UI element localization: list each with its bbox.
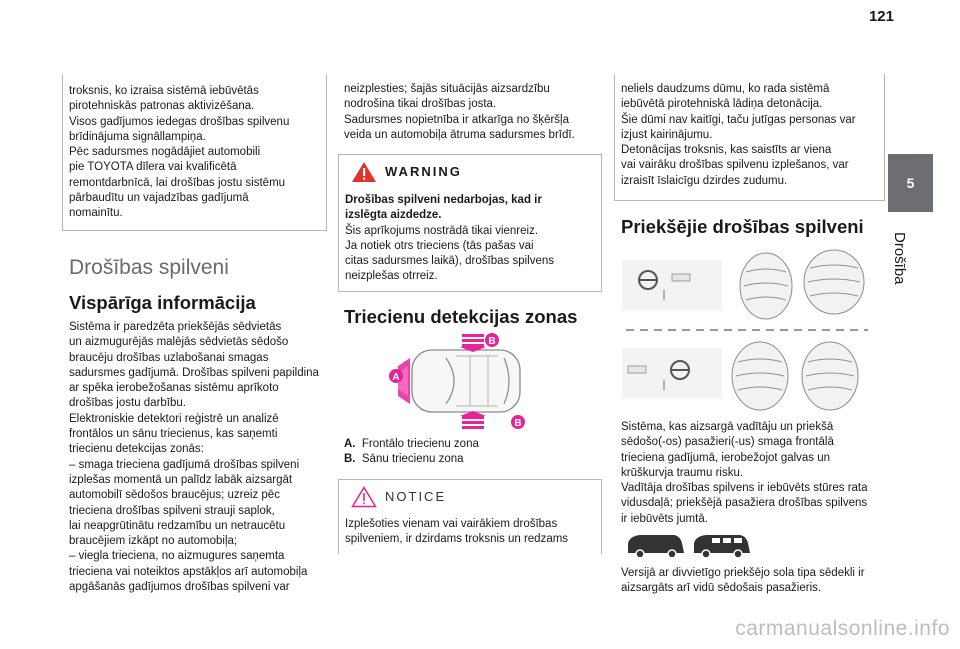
text-line: un aizmugurējās malējās sēdvietās sēdošo <box>69 336 289 349</box>
chapter-tab[interactable]: 5 <box>888 154 933 212</box>
text-line: trieciena vai noteiktos apstākļos arī automobiļa <box>69 565 308 578</box>
warning-text <box>345 193 595 285</box>
text-line: trieciena drošības spilveni strauji saplok, <box>69 504 275 517</box>
text-line: Šie dūmi nav kaitīgi, taču jutīgas personas var <box>621 113 856 126</box>
notice-text <box>345 517 597 548</box>
text-line: Šis aprīkojums nostrādā tikai vienreiz. <box>345 224 539 237</box>
chapter-label <box>878 232 938 312</box>
text-line: Sistēma, kas aizsargā vadītāju un priekšā <box>621 421 834 433</box>
text-line: izslēgta aizdedze. <box>345 209 442 222</box>
text-line: Sistēma ir paredzēta priekšējās sēdvietās <box>69 321 282 333</box>
text-line: vidusdaļā; priekšējā pasažiera drošības spilvens <box>621 497 868 510</box>
text-line: automobilī sēdošos braucējus; uzreiz pēc <box>69 489 280 502</box>
notice-box <box>338 479 602 554</box>
front-airbag-illustration <box>620 244 870 412</box>
intro-text <box>344 82 609 143</box>
text-line: lai neapgrūtinātu redzamību un netraucētu <box>69 519 286 532</box>
zone-b-bottom-label: B <box>514 418 522 429</box>
text-line: triecienu detekcijas zonās: <box>69 443 204 456</box>
text-line: drošības jostu darbību. <box>69 397 186 410</box>
text-line: izraisīt īslaicīgu dzirdes zudumu. <box>621 174 788 187</box>
text-line: veida un automobiļa ātruma sadursmes brīdī. <box>344 128 575 141</box>
side-impact-zone-bottom <box>460 411 486 429</box>
text-line: vai vairāku drošības spilvenu izplešanos, var <box>621 159 849 172</box>
text-line: aizsargāts arī vidū sēdošais pasažieris. <box>621 582 822 595</box>
text-line: braucējiem izkāpt no automobiļa; <box>69 535 238 548</box>
notice-title: NOTICE <box>385 489 447 504</box>
note-text-right <box>621 74 878 189</box>
front-airbags-title: Priekšējie drošības spilveni <box>621 216 864 237</box>
zones-legend <box>344 437 604 468</box>
text-line: neizplesties; šajās situācijās aizsardzību <box>344 83 550 95</box>
text-line: Ja notiek otrs trieciens (tās pašas vai <box>345 239 534 252</box>
text-line: Detonācijas troksnis, kas saistīts ar viena <box>621 144 832 157</box>
watermark: carmanualsonline.info <box>735 617 950 640</box>
legend-item: B. Sānu triecienu zona <box>344 453 464 466</box>
warning-triangle-icon <box>351 161 377 183</box>
text-line: izplešas momentā un palīdz labāk aizsargāt <box>69 473 293 486</box>
text-line: – smaga trieciena gadījumā drošības spilveni <box>69 458 300 471</box>
zones-title: Triecienu detekcijas zonas <box>344 306 578 327</box>
text-line: nomainītu. <box>69 207 123 220</box>
text-line: izjust kairinājumu. <box>621 128 713 141</box>
text-line: ar spēka ierobežošanas sistēmu aprīkoto <box>69 382 279 395</box>
text-line: pārbaudītu un vajadzības gadījumā <box>69 192 249 205</box>
chapter-label-text: Drošība <box>891 232 908 285</box>
text-line: iebūvētā pirotehniskā lādiņa detonācija. <box>621 98 823 111</box>
text-line: nodrošina tikai drošības josta. <box>344 98 497 111</box>
text-line: Izplešoties vienam vai vairākiem drošības <box>345 518 558 530</box>
van-passenger-icon <box>694 535 750 558</box>
text-line: neliels daudzums dūmu, ko rada sistēmā <box>621 83 830 95</box>
text-line: brīdinājuma signāllampiņa. <box>69 130 206 143</box>
text-line: ir iebūvēts jumtā. <box>621 512 708 525</box>
zone-b-top-label: B <box>488 336 496 347</box>
text-line: Vadītāja drošības spilvens ir iebūvēts stūres rata <box>621 482 868 495</box>
driver-airbag-deployed <box>740 250 864 319</box>
text-line: pie TOYOTA dīlera vai kvalificētā <box>69 161 237 174</box>
text-line: pirotehniskās patronas aktivizēšana. <box>69 100 255 113</box>
text-line: Pēc sadursmes nogādājiet automobili <box>69 146 261 159</box>
van-panel-icon <box>628 535 684 558</box>
text-line: remontdarbnīcā, lai drošības jostu sistēmu <box>69 176 286 189</box>
warning-box <box>338 154 602 292</box>
text-line: apgāšanās gadījumos drošības spilveni var <box>69 581 290 594</box>
section-title: Drošības spilveni <box>69 256 229 279</box>
general-info-text <box>69 320 334 595</box>
text-line: spilveniem, ir dzirdams troksnis un redzams <box>345 533 569 546</box>
text-line: sadursmes gadījumā. Drošības spilveni papildina <box>69 366 319 379</box>
warning-title: WARNING <box>385 164 462 179</box>
side-impact-zone-top <box>460 334 486 352</box>
bench-seat-note <box>621 566 883 597</box>
text-line: Drošības spilveni nedarbojas, kad ir <box>345 194 542 206</box>
continued-note-box-right <box>614 74 885 201</box>
subsection-title: Vispārīga informācija <box>69 292 256 313</box>
page-number: 121 <box>868 8 894 25</box>
notice-triangle-icon <box>351 486 377 508</box>
passenger-airbag-deployed <box>732 342 858 410</box>
text-line: Versijā ar divvietīgo priekšējo sola tipa sēdekli ir <box>621 567 865 579</box>
text-line: trieciena gadījumā, ierobežojot galvas un <box>621 451 831 464</box>
text-line: neizplešas otrreiz. <box>345 270 438 283</box>
text-line: Elektroniskie detektori reģistrē un analizē <box>69 412 279 425</box>
text-line: troksnis, ko izraisa sistēmā iebūvētās <box>69 85 259 97</box>
continued-note-box <box>62 74 327 231</box>
text-line: citas sadursmes laikā), drošības spilvens <box>345 255 554 268</box>
note-text <box>69 74 320 222</box>
text-line: Sadursmes nopietnība ir atkarīga no šķēršļa <box>344 113 570 126</box>
car-topview-icon <box>412 350 520 412</box>
text-line: sēdošo(-os) pasažieri(-us) smaga frontālā <box>621 436 834 449</box>
zone-a-label: A <box>392 372 400 383</box>
legend-item: A. Frontālo triecienu zona <box>344 438 479 450</box>
text-line: Visos gadījumos iedegas drošības spilvenu <box>69 115 290 128</box>
front-airbags-text <box>621 420 883 527</box>
van-icons <box>624 531 754 559</box>
text-line: braucēju drošības uzlabošanai smagas <box>69 351 269 364</box>
text-line: krūškurvja traumu risku. <box>621 466 744 479</box>
text-line: – viegla trieciena, no aizmugures saņemta <box>69 550 285 563</box>
text-line: frontālos un sānu triecienus, kas saņemti <box>69 428 278 441</box>
detection-zones-diagram <box>384 328 534 436</box>
